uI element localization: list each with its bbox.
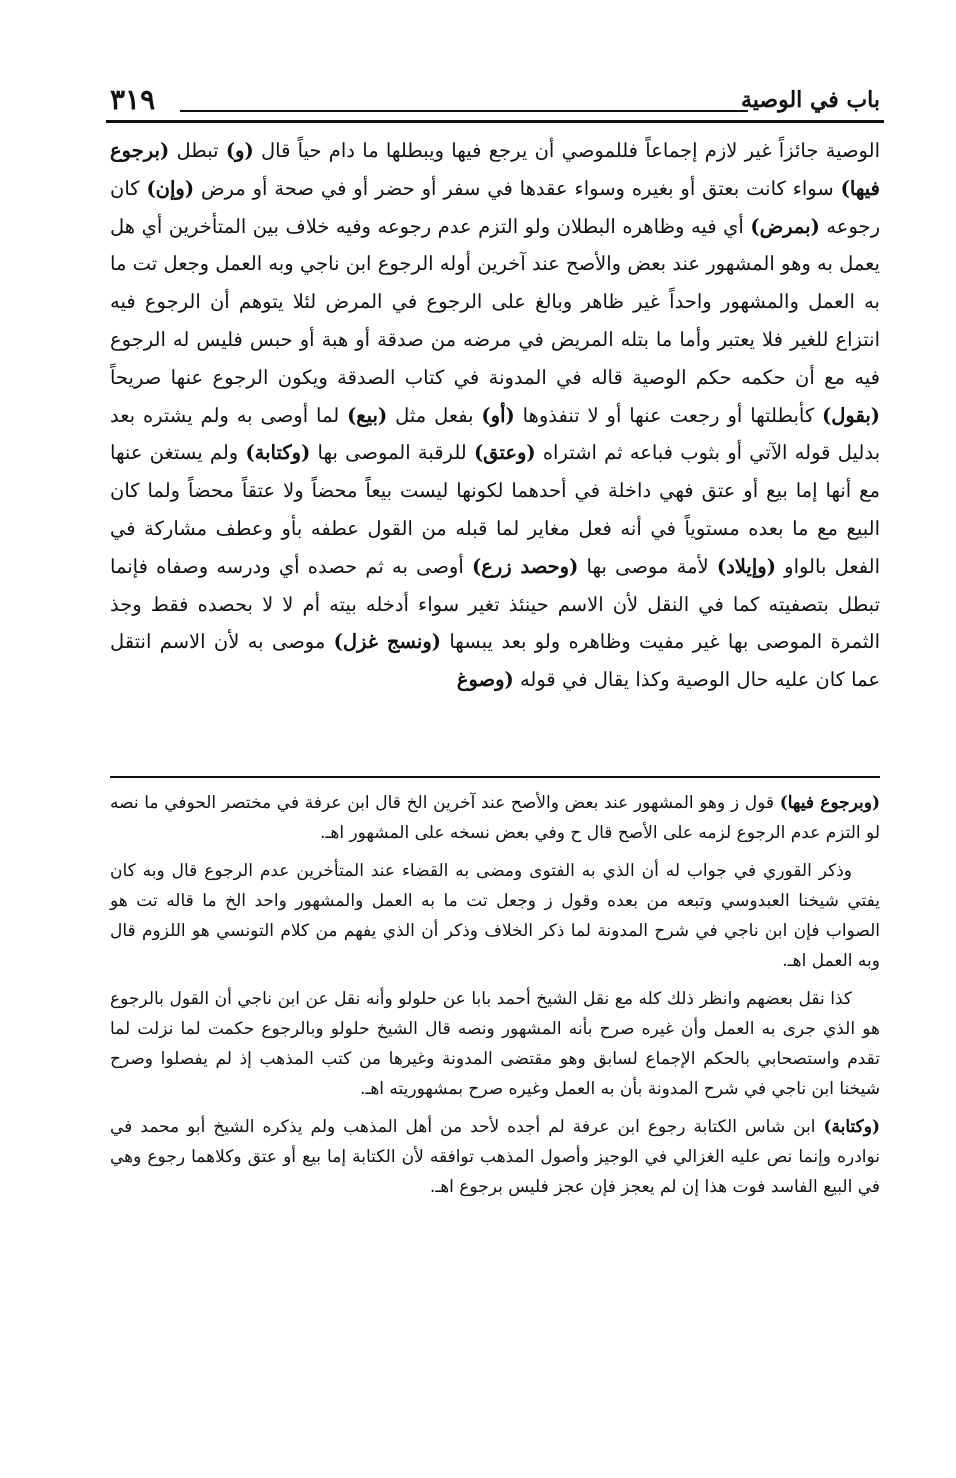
text-run: كان رجوعه [110,176,880,238]
keyword: (وصوغ [456,668,514,692]
keyword: (بيع) [347,403,388,427]
footnote-3: كذا نقل بعضهم وانظر ذلك كله مع نقل الشيخ أحمد بابا عن حلولو وأنه نقل عن ابن ناجي أن القول بالرجوع هو الذي جرى به العمل وأن غيره صرح بأنه المشهور ونصه قال الشيخ حلولو وبالرجوع حكمت لما نزلت لما تقدم واستصحابي بالحكم الإجماع لسابق وهو مقتضى المدونة وغيرها من كتب المذهب إذ لم يفصلوا وصرح شيخنا ابن ناجي في شرح المدونة بأن به العمل وغيره صرح بمشهوريته اهـ. [110,989,880,1099]
footnote-keyword: (وكتابة) [823,1117,880,1137]
keyword: (وحصد زرع) [471,554,579,578]
main-text [110,132,880,699]
footnote-2: وذكر القوري في جواب له أن الذي به الفتوى ومضى به القضاء عند المتأخرين عدم الرجوع قال وبه كان يفتي شيخنا العبدوسي وتبعه من بعده وقول ز وجعل تت ما به العمل والمشهور واحد الخ ما قاله تت هو الصواب فإن ابن ناجي في شرح المدونة لما ذكر الخلاف وذكر أن الذي يفهم من كلام التونسي هو اللزوم قال وبه العمل اهـ. [110,861,880,971]
text-run: موصى به لأن الاسم انتقل عما كان عليه حال الوصية وكذا يقال في قوله [110,630,880,692]
footnotes [110,788,880,1210]
text-run: تبطل [169,139,226,162]
text-run: الوصية جائزاً غير لازم إجماعاً فللموصي أن يرجع فيها ويبطلها ما دام حياً قال [253,139,880,162]
header-rule [106,120,884,123]
keyword: (برجوع فيها) [110,139,880,200]
text-run: لأمة موصى بها [578,554,717,578]
footnote-keyword: (وبرجوع فيها) [779,793,880,813]
keyword: (و) [225,139,254,162]
footnote-text: قول ز وهو المشهور عند بعض والأصح عند آخرين الخ قال ابن عرفة في مختصر الحوفي ما نصه لو التزم عدم الرجوع لزمه على الأصح قال ح وفي بعض نسخه على المشهور اهـ. [110,793,880,843]
footnote-divider [110,776,880,778]
text-run: أي فيه وظاهره البطلان ولو التزم عدم رجوعه وفيه خلاف بين المتأخرين أي هل يعمل به وهو المشهور عند بعض والأصح عند آخرين أوله الرجوع ابن ناجي وبه العمل وجعل تت ما به العمل والمشهور واحداً غير ظاهر وبالغ على الرجوع في المرض لئلا يتوهم أن الرجوع فيه انتزاع للغير فلا يعتبر وأما ما بتله المريض في مرضه من صدقة أو هبة أو حبس فليس له الرجوع فيه مع أن حكمه حكم الوصية قاله في المدونة في كتاب الصدقة ويكون الرجوع عنها صريحاً [110,214,880,389]
keyword: (أو) [481,403,515,427]
text-run: للرقبة الموصى بها [310,441,474,465]
footnote-1 [110,788,880,848]
chapter-title: باب في الوصية [740,87,880,113]
text-run: بفعل مثل [387,403,482,427]
text-run: سواء كانت بعتق أو بغيره وسواء عقدها في سفر أو حضر أو في صحة أو مرض [194,176,841,200]
keyword: (ونسج غزل) [333,630,441,654]
text-run: ولم يستغن عنها مع أنها إما بيع أو عتق فهي داخلة في أحدهما لكونها ليست بيعاً محضاً ولا عتقاً محضاً ولما كان البيع مع ما بعده مستوياً في أنه فعل مغاير لما قبله من القول عطفه بأو وعطف مشاركة في الفعل بالواو [110,441,880,578]
footnote-4 [110,1112,880,1202]
book-page [110,70,880,1450]
keyword: (وعتق) [473,441,536,465]
keyword: (وكتابة) [245,441,311,465]
keyword: (وإيلاد) [716,554,776,578]
text-run: أوصى به ثم حصده أي ودرسه وصفاه فإنما تبطل بتصفيته كما في النقل لأن الاسم حينئذ تغير سواء أدخله بيته أم لا لا بحصده فقط وجذ الثمرة الموصى بها غير مفيت وظاهره ولو بعد يبسها [110,554,880,654]
running-header [110,84,880,124]
footnote-text: ابن شاس الكتابة رجوع ابن عرفة لم أجده لأحد من أهل المذهب ولم يذكره الشيخ أبو محمد في نوادره وإنما نص عليه الغزالي في الوجيز وأصول المذهب توافقه لأن الكتابة إما بيع أو عتق وكلاهما رجوع وهي في البيع الفاسد فوت هذا إن لم يعجز فإن عجز فليس برجوع اهـ. [110,1117,880,1197]
keyword: (بمرض) [750,214,820,238]
header-leader-line [180,110,748,112]
page-number: ٣١٩ [110,83,156,116]
keyword: (بقول) [822,403,880,427]
text-run: لما أوصى به ولم يشتره بعد بدليل قوله الآتي أو بثوب فباعه ثم اشتراه [110,403,880,465]
keyword: (وإن) [146,176,195,200]
text-run: كأبطلتها أو رجعت عنها أو لا تنفذوها [514,403,822,427]
